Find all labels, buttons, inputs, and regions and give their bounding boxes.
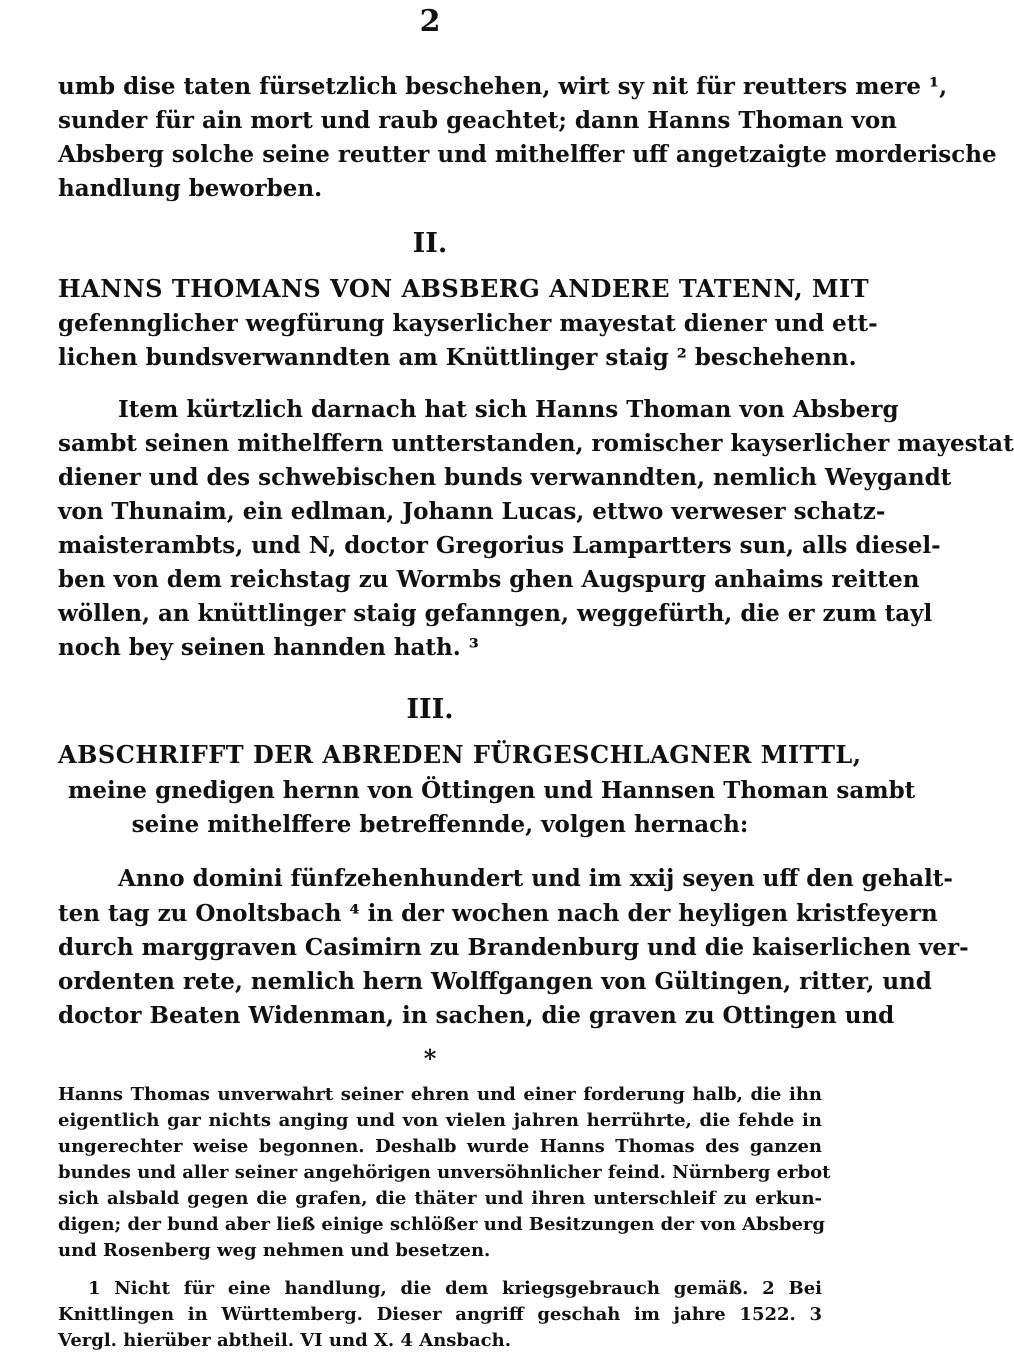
footnote-line: Hanns Thomas unverwahrt seiner ehren und einer forderung halb, die ihn (58, 1084, 822, 1105)
footnote-marker: * (423, 1044, 437, 1073)
section-title-line: lichen bundsverwanndten am Knüttlinger staig ² beschehenn. (58, 344, 857, 371)
footnote-line: Knittlingen in Württemberg. Dieser angriff geschah im jahre 1522. 3 (58, 1304, 822, 1325)
body-line: Absberg solche seine reutter und mithelffer uff angetzaigte morderische (58, 141, 997, 168)
footnote-line: bundes und aller seiner angehörigen unversöhnlicher feind. Nürnberg erbot (58, 1162, 831, 1183)
page-number: 2 (419, 4, 441, 39)
body-line: ordenten rete, nemlich hern Wolffgangen von Gültingen, ritter, und (58, 968, 932, 995)
section-title-line: HANNS THOMANS VON ABSBERG ANDERE TATENN, MIT (58, 274, 870, 303)
footnote-line: digen; der bund aber ließ einige schlößer und Besitzungen der von Absberg (58, 1214, 825, 1235)
body-line: handlung beworben. (58, 175, 323, 202)
section-title-line: meine gnedigen hernn von Öttingen und Hannsen Thoman sambt (68, 777, 916, 804)
section-numeral: II. (412, 228, 448, 259)
body-line: Item kürtzlich darnach hat sich Hanns Thoman von Absberg (118, 396, 899, 423)
body-line: ten tag zu Onoltsbach ⁴ in der wochen nach der heyligen kristfeyern (58, 900, 938, 927)
body-line: umb dise taten fürsetzlich beschehen, wirt sy nit für reutters mere ¹, (58, 73, 948, 100)
body-line: sunder für ain mort und raub geachtet; dann Hanns Thoman von (58, 107, 897, 134)
body-line: diener und des schwebischen bunds verwanndten, nemlich Weygandt (58, 464, 952, 491)
body-line: noch bey seinen hannden hath. ³ (58, 634, 479, 661)
footnote-line: sich alsbald gegen die grafen, die thäter und ihren unterschleif zu erkun- (58, 1188, 822, 1209)
body-line: von Thunaim, ein edlman, Johann Lucas, ettwo verweser schatz- (58, 498, 886, 525)
body-line: Anno domini fünfzehenhundert und im xxij seyen uff den gehalt- (118, 865, 953, 892)
body-line: doctor Beaten Widenman, in sachen, die graven zu Ottingen und (58, 1002, 895, 1029)
body-line: sambt seinen mithelffern untterstanden, romischer kayserlicher mayestat (58, 430, 1014, 457)
footnote-line: 1 Nicht für eine handlung, die dem kriegsgebrauch gemäß. 2 Bei (88, 1278, 822, 1299)
footnote-line: ungerechter weise begonnen. Deshalb wurde Hanns Thomas des ganzen (58, 1136, 822, 1157)
body-line: durch marggraven Casimirn zu Brandenburg und die kaiserlichen ver- (58, 934, 969, 961)
section-title-line: seine mithelffere betreffennde, volgen hernach: (131, 811, 749, 838)
section-title-line: ABSCHRIFFT DER ABREDEN FÜRGESCHLAGNER MITTL, (58, 740, 862, 769)
body-line: maisterambts, und N, doctor Gregorius Lampartters sun, alls diesel- (58, 532, 941, 559)
footnote-line: Vergl. hierüber abtheil. VI und X. 4 Ansbach. (58, 1330, 511, 1351)
section-title-line: gefennglicher wegfürung kayserlicher mayestat diener und ett- (58, 310, 878, 337)
footnote-line: eigentlich gar nichts anging und von vielen jahren herrührte, die fehde in (58, 1110, 822, 1131)
footnote-line: und Rosenberg weg nehmen und besetzen. (58, 1240, 491, 1261)
body-line: wöllen, an knüttlinger staig gefanngen, weggefürth, die er zum tayl (58, 600, 933, 627)
section-numeral: III. (406, 694, 454, 725)
body-line: ben von dem reichstag zu Wormbs ghen Augspurg anhaims reitten (58, 566, 920, 593)
